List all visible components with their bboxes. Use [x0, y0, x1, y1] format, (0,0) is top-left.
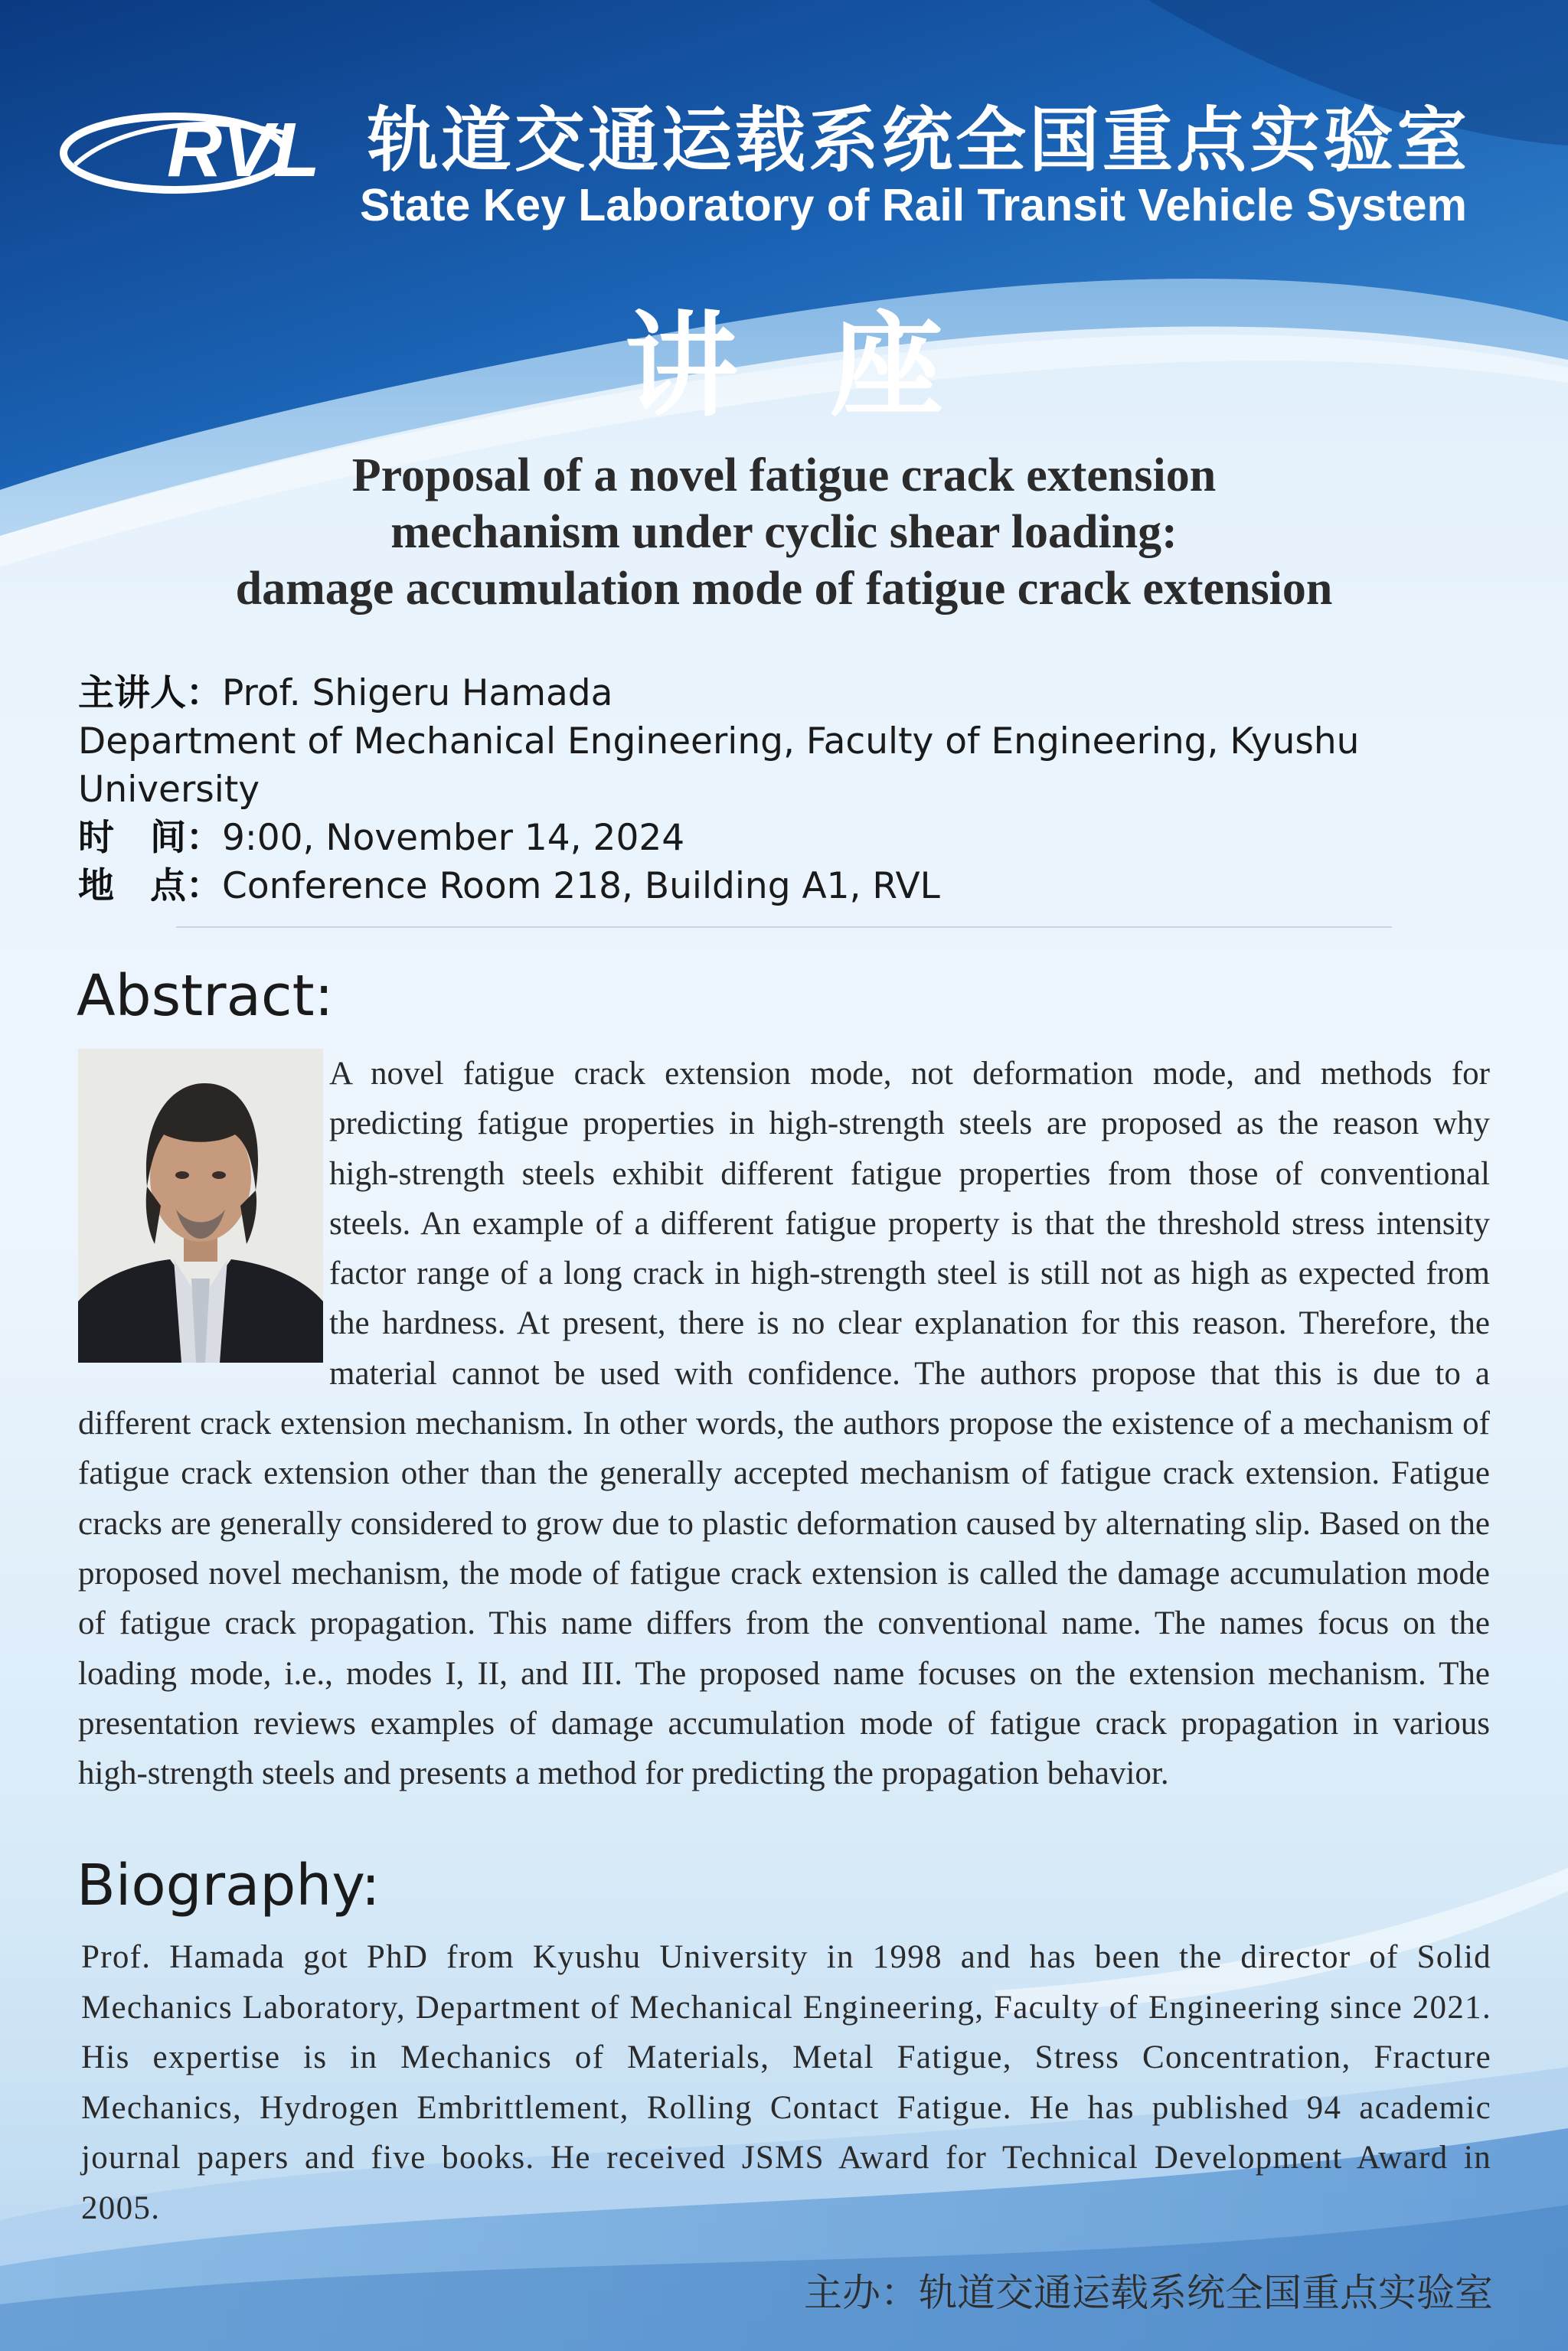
- abstract-body: [78, 1049, 1490, 1798]
- lab-title-cn: 轨道交通运载系统全国重点实验室: [368, 100, 1471, 181]
- place-label: 地 点：: [78, 865, 222, 907]
- time-label: 时 间：: [78, 817, 222, 859]
- biography-heading: Biography:: [77, 1853, 381, 1918]
- sponsor-line: 主办：轨道交通运载系统全国重点实验室: [804, 2271, 1493, 2315]
- abstract-heading: Abstract:: [77, 963, 334, 1029]
- place-row: [78, 862, 1502, 910]
- talk-title-line: damage accumulation mode of fatigue crack extension: [235, 563, 1333, 615]
- speaker-label: 主讲人：: [78, 672, 222, 714]
- logo-text: RVL: [167, 107, 320, 193]
- talk-title-line: mechanism under cyclic shear loading:: [390, 506, 1178, 558]
- speaker-name: Prof. Shigeru Hamada: [222, 672, 613, 714]
- talk-info: [78, 669, 1502, 910]
- place-value: Conference Room 218, Building A1, RVL: [222, 865, 940, 907]
- lab-title-en: State Key Laboratory of Rail Transit Vehicle System: [360, 180, 1468, 230]
- biography-text: Prof. Hamada got PhD from Kyushu University in 1998 and has been the director of Solid Mechanics Laboratory, Department of Mechanical Engineering, Faculty of Engineering since 2021. His expertise is in Mechanics of Materials, Metal Fatigue, Stress Concentration, Fracture Mechanics, Hydrogen Embrittlement, Rolling Contact Fatigue. He has published 94 academic journal papers and five books. He received JSMS Award for Technical Development Award in 2005.: [81, 1939, 1491, 2226]
- lecture-label: 讲座: [625, 300, 1035, 432]
- talk-title: [77, 447, 1491, 617]
- time-row: [78, 814, 1502, 862]
- speaker-photo: [78, 1049, 323, 1363]
- divider: [176, 926, 1392, 928]
- rvl-logo: [60, 92, 351, 214]
- speaker-row: [78, 669, 1502, 717]
- time-value: 9:00, November 14, 2024: [222, 817, 685, 859]
- abstract-text: A novel fatigue crack extension mode, not deformation mode, and methods for predicting fatigue properties in high-strength steels are proposed as the reason why high-strength steels exhibit different fatigue properties from those of conventional steels. An example of a different fatigue property is that the threshold stress intensity factor range of a long crack in high-strength steel is still not as high as expected from the hardness. At present, there is no clear explanation for this reason. Therefore, the material cannot be used with confidence. The authors propose that this is due to a different crack extension mechanism. In other words, the authors propose the existence of a mechanism of fatigue crack extension other than the generally accepted mechanism of fatigue crack extension. Fatigue cracks are generally considered to grow due to plastic deformation caused by alternating slip. Based on the proposed novel mechanism, the mode of fatigue crack extension is called the damage accumulation mode of fatigue crack propagation. This name differs from the conventional name. The names focus on the loading mode, i.e., modes I, II, and III. The proposed name focuses on the extension mechanism. The presentation reviews examples of damage accumulation mode of fatigue crack propagation in various high-strength steels and presents a method for predicting the propagation behavior.: [78, 1056, 1490, 1792]
- talk-title-line: Proposal of a novel fatigue crack extension: [351, 449, 1217, 501]
- speaker-affiliation: Department of Mechanical Engineering, Faculty of Engineering, Kyushu University: [78, 720, 1360, 811]
